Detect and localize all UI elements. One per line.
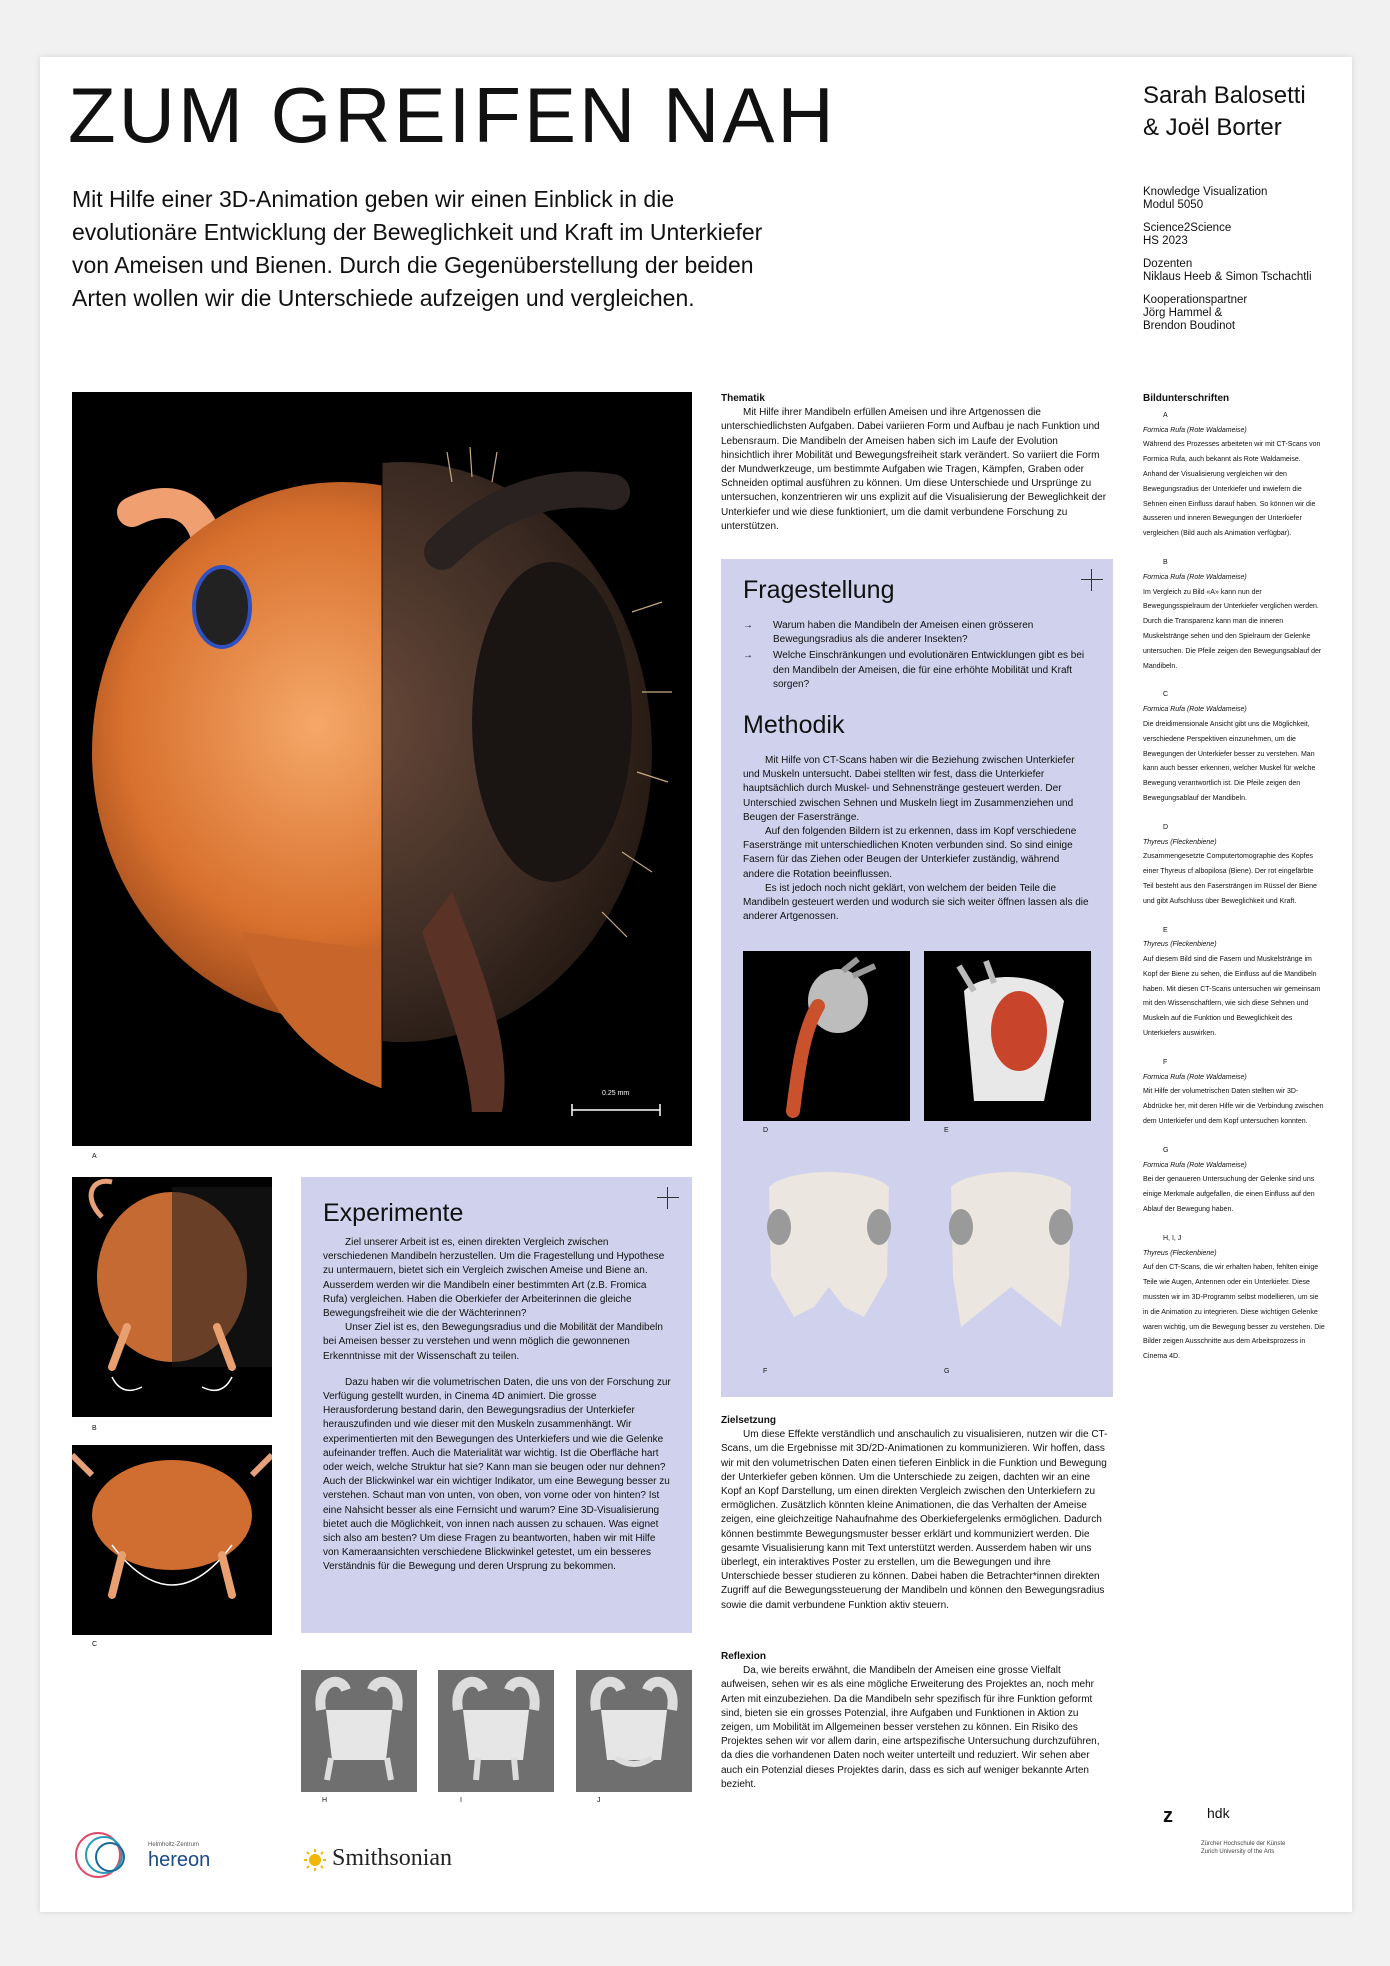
- figure-f-label: F: [763, 1368, 768, 1375]
- smithsonian-wordmark: Smithsonian: [332, 1845, 453, 1871]
- zhdk-mark: z: [1163, 1805, 1173, 1827]
- figure-c-illustration: [72, 1445, 272, 1635]
- plus-icon: [1081, 569, 1103, 591]
- thematik-text: Mit Hilfe ihrer Mandibeln erfüllen Ameisen und ihre Artgenossen die unterschiedlichsten Aufgaben. Dabei variieren Form und Aufbau je nach Funktion und Lebensraum. Die Mandibeln der Ameisen haben sich im Laufe der Evolution hinsichtlich ihrer Mobilität und Bewegungsfreiheit stark verändert. So variiert die Form der Mundwerkzeuge, um bestimmte Aufgaben wie Tragen, Kämpfen, Graben oder Schneiden optimal ausführen zu können. Um diese Unterschiede und Ursprünge zu untersuchen, konzentrieren wir uns explizit auf die Visualisierung der Beweglichkeit der Unterkiefer und wie diese funktioniert, um die damit verbundene Forschung zu unterstützen.: [721, 407, 1107, 532]
- caption-species: Thyreus (Fleckenbiene): [1143, 1249, 1217, 1257]
- figure-i-3d-model: [438, 1670, 554, 1792]
- experimente-p2: Unser Ziel ist es, den Bewegungsradius und die Mobilität der Mandibeln bei Ameisen besser zu verstehen und wenn möglich die gewonnenen Erkenntnisse mit der Wissenschaft zu teilen.: [323, 1322, 663, 1362]
- zhdk-fullname: [1201, 1840, 1285, 1856]
- author-1: Sarah Balosetti: [1143, 82, 1306, 109]
- figure-h-illustration: [301, 1670, 417, 1792]
- partners-info: [1143, 294, 1312, 333]
- plus-icon: [657, 1187, 679, 1209]
- figure-j-3d-model: [576, 1670, 692, 1792]
- scale-bar-label: 0.25 mm: [602, 1090, 630, 1097]
- caption-species: Formica Rufa (Rote Waldameise): [1143, 426, 1247, 434]
- caption-species: Formica Rufa (Rote Waldameise): [1143, 573, 1247, 581]
- figure-i-label: I: [460, 1797, 462, 1804]
- methodik-heading: Methodik: [743, 711, 845, 739]
- course-name: Knowledge Visualization: [1143, 186, 1268, 198]
- methodik-p3: Es ist jedoch noch nicht geklärt, von welchem der beiden Teile die Mandibeln gesteuert werden und wodurch sie sich weiter öffnen lassen als die anderer Artgenossen.: [743, 882, 1089, 923]
- figure-e-label: E: [944, 1127, 949, 1134]
- caption-letter: C: [1163, 691, 1169, 699]
- course-info: [1143, 186, 1312, 212]
- figure-d-label: D: [763, 1127, 769, 1134]
- caption-species: Formica Rufa (Rote Waldameise): [1143, 706, 1247, 714]
- caption-item: [1143, 688, 1325, 806]
- hereon-logo: [72, 1825, 222, 1885]
- caption-item: [1143, 821, 1325, 910]
- figure-j-label: J: [597, 1797, 601, 1804]
- experimente-panel: [301, 1177, 692, 1633]
- zhdk-wordmark: hdk: [1207, 1805, 1230, 1821]
- course-module: Modul 5050: [1143, 199, 1204, 211]
- caption-item: [1143, 1144, 1325, 1218]
- question-item: [743, 619, 1093, 647]
- thematik-section: [721, 392, 1109, 534]
- figure-f-3d-print: [759, 1167, 899, 1335]
- figure-d-ct-scan: [743, 951, 910, 1121]
- methodik-p1: Mit Hilfe von CT-Scans haben wir die Beziehung zwischen Unterkiefer und Muskeln untersucht. Dabei stellten wir fest, dass die Unterkiefer hauptsächlich durch Muskel- und Sehnenstränge gesteuert werden. Der Unterschied zwischen Sehnen und Muskeln liegt im Zusammenziehen und Beugen der Faserstränge.: [743, 755, 1075, 823]
- figure-b-label: B: [92, 1425, 97, 1432]
- reflexion-section: [721, 1650, 1111, 1792]
- caption-species: Thyreus (Fleckenbiene): [1143, 838, 1217, 846]
- question-list: [743, 619, 1093, 694]
- figure-a-label: A: [92, 1153, 97, 1160]
- figure-c-label: C: [92, 1641, 98, 1648]
- meta-block: [1143, 186, 1312, 343]
- experimente-p1: Ziel unserer Arbeit ist es, einen direkten Vergleich zwischen verschiedenen Mandibeln herzustellen. Um die Fragestellung und Hypothese zu untermauern, bietet sich ein Vergleich zwischen Ameise und Biene an. Ausserdem werden wir die Mandibeln einer bestimmten Art (z.B. Fromica Rufa) vergleichen. Haben die Oberkiefer der Arbeiterinnen die gleiche Bewegungsfreiheit wie die der Wächterinnen?: [323, 1237, 665, 1320]
- bildunterschriften-section: [1143, 392, 1325, 1379]
- poster-title: ZUM GREIFEN NAH: [68, 71, 837, 159]
- zhdk-line-1: Zürcher Hochschule der Künste: [1201, 1841, 1286, 1847]
- caption-item: [1143, 1232, 1325, 1365]
- caption-letter: H, I, J: [1163, 1234, 1182, 1242]
- figure-i-illustration: [438, 1670, 554, 1792]
- reflexion-text: Da, wie bereits erwähnt, die Mandibeln der Ameisen eine grosse Vielfalt aufweisen, sehen wir es als eine mögliche Erweiterung des Projektes an, noch mehr Arten mit einzubeziehen. Da die Mandibeln sehr spezifisch für ihre Funktion geformt sind, bieten sie ein grosses Potenzial, ihre Aufgaben und Funktionen in Aktion zu zeigen, um Mobilität im Allgemeinen besser verstehen zu können. Ein Risiko des Projektes sehen wir vor allem darin, eine artspezifische Untersuchung durchzuführen, da dies die vorhandenen Daten noch weiter unterteilt und reduziert. Wir sehen aber auch ein Potenzial dieses Projektes darin, dass es sich auf weniger bekannte Arten bezieht.: [721, 1665, 1100, 1790]
- fragestellung-heading: Fragestellung: [743, 576, 895, 604]
- thematik-heading: Thematik: [721, 393, 765, 404]
- bildunterschriften-heading: Bildunterschriften: [1143, 393, 1230, 404]
- zielsetzung-section: [721, 1414, 1111, 1613]
- figure-b-illustration: [72, 1177, 272, 1417]
- hereon-logo-mark: [72, 1825, 142, 1885]
- figure-d-illustration: [743, 951, 910, 1121]
- question-text: Welche Einschränkungen und evolutionären Entwicklungen gibt es bei den Mandibeln der Ameisen, die für eine erhöhte Mobilität und Kraft sorgen?: [773, 650, 1085, 690]
- caption-letter: F: [1163, 1058, 1168, 1066]
- figure-h-label: H: [322, 1797, 328, 1804]
- smithsonian-logo: [304, 1845, 494, 1875]
- question-text: Warum haben die Mandibeln der Ameisen einen grösseren Bewegungsradius als die anderer Insekten?: [773, 620, 1034, 646]
- caption-letter: B: [1163, 558, 1168, 566]
- arrow-right-icon: →: [743, 650, 753, 662]
- hereon-wordmark: hereon: [148, 1849, 211, 1871]
- hereon-subtitle: Helmholtz-Zentrum: [148, 1842, 200, 1848]
- caption-species: Formica Rufa (Rote Waldameise): [1143, 1073, 1247, 1081]
- figure-a-illustration: [72, 392, 692, 1146]
- caption-letter: D: [1163, 823, 1169, 831]
- caption-text: Im Vergleich zu Bild «A» kann nun der Bewegungsspielraum der Unterkiefer verglichen werden. Durch die Transparenz kann man die inneren Muskelstränge sehen und den Spielraum der Gelenke untersuchen. Die Pfeile zeigen den Bewegungsablauf der Mandibeln.: [1143, 588, 1322, 670]
- zielsetzung-text: Um diese Effekte verständlich und anschaulich zu visualisieren, nutzen wir die CT-Scans, um die Ergebnisse mit 3D/2D-Animationen zu kommunizieren. Wir hoffen, dass wir mit den volumetrischen Daten einen tieferen Einblick in die Funktion und Bewegung der Unterkiefer geben können. Um die Unterschiede zu zeigen, dachten wir an eine Kopf an Kopf Darstellung, um einen direkten Vergleich zwischen den Unterkiefern zu ermöglichen. Zusätzlich könnten kleine Animationen, die das Verhalten der Ameise zeigen, eine gleichzeitige Nahaufnahme des Oberkiefergelenks ermöglichen. Dadurch können bestimmte Bewegungsmuster besser erklärt und kommuniziert werden. Die gesamte Visualisierung kann mit Text unterstützt werden. Ausserdem haben wir uns überlegt, ein interaktives Poster zu erstellen, um die Bewegungen und ihre Unterschiede besser studieren zu können. Dabei haben die Betrachter*innen direkten Zugriff auf die Bewegungssteuerung der Mandibeln und können den Bewegungsradius sowie die damit verbundene Funktion aktiv steuern.: [721, 1429, 1108, 1611]
- caption-letter: G: [1163, 1146, 1169, 1154]
- reflexion-heading: Reflexion: [721, 1651, 767, 1662]
- zhdk-logo: [1163, 1805, 1333, 1865]
- experimente-p3: Dazu haben wir die volumetrischen Daten, die uns von der Forschung zur Verfügung gestellt wurden, in Cinema 4D animiert. Die grosse Herausforderung bestand darin, den Bewegungsradius der Unterkiefer herauszufinden und wie dieser mit den Muskeln zusammenhängt. Wir experimentierten mit den Bewegungen des Unterkiefers und wie die Gelenke aufeinander treffen. Auch die Materialität war wichtig. Ist die Oberfläche hart oder weich, welche Struktur hat sie? Kann man sie beugen oder nur dehnen? Auch der Blickwinkel war ein wichtiger Indikator, um eine Bewegung besser zu verstehen. Schaut man von unten, von oben, von vorne oder von hinten? Ist eine Nahsicht besser als eine Fernsicht und warum? Eine 3D-Visualisierung bietet auch die Möglichkeit, von innen nach aussen zu schauen. Was eignet sich also am besten? Um diese Fragen zu beantworten, haben wir mit Hilfe von Kameraansichten verschiedene Blickwinkel getestet, um ein besseres Verständnis für die Bewegung und deren Ursprung zu bekommen.: [323, 1376, 671, 1573]
- question-item: [743, 649, 1093, 692]
- partner-2: Brendon Boudinot: [1143, 320, 1236, 332]
- lead-text: Mit Hilfe einer 3D-Animation geben wir einen Einblick in die evolutionäre Entwicklung der Beweglichkeit und Kraft im Unterkiefer von Ameisen und Bienen. Durch die Gegenüberstellung der beiden Arten wollen wir die Unterschiede aufzeigen und vergleichen.: [72, 186, 763, 311]
- figure-c-front-view: [72, 1445, 272, 1635]
- zhdk-line-2: Zurich University of the Arts: [1201, 1849, 1275, 1855]
- figure-j-illustration: [576, 1670, 692, 1792]
- figure-e-illustration: [924, 951, 1091, 1121]
- caption-text: Bei der genaueren Untersuchung der Gelenke sind uns einige Merkmale aufgefallen, die einen Einfluss auf den Ablauf der Bewegung haben.: [1143, 1176, 1315, 1214]
- caption-text: Auf diesem Bild sind die Fasern und Muskelstränge im Kopf der Biene zu sehen, die Einfluss auf die Mandibeln haben. Mit diesen CT-Scans untersuchen wir gemeinsam mit den Wissenschaftlern, wie sich diese Sehnen und Muskeln auf die Funktion und Beweglichkeit des Unterkiefers auswirken.: [1143, 956, 1321, 1038]
- figure-e-ct-scan: [924, 951, 1091, 1121]
- caption-text: Während des Prozesses arbeiteten wir mit CT-Scans von Formica Rufa, auch bekannt als Rote Waldameise. Anhand der Visualisierung vergleichen wir den Bewegungsradius der Unterkiefer und inwiefern die Sehnen einen Einfluss darauf haben. So können wir die äusseren und inneren Bewegungen der Unterkiefer vergleichen (Bild auch als Animation verfügbar).: [1143, 441, 1321, 538]
- caption-letter: E: [1163, 926, 1168, 934]
- figure-g-label: G: [944, 1368, 950, 1375]
- caption-text: Mit Hilfe der volumetrischen Daten stellten wir 3D-Abdrücke her, mit deren Hilfe wir die Verbindung zwischen dem Unterkiefer und dem Kopf untersuchen konnten.: [1143, 1088, 1324, 1126]
- partner-1: Jörg Hammel &: [1143, 307, 1223, 319]
- figure-g-3d-print: [941, 1167, 1081, 1335]
- caption-species: Formica Rufa (Rote Waldameise): [1143, 1161, 1247, 1169]
- author-2: & Joël Borter: [1143, 114, 1282, 141]
- caption-item: [1143, 1056, 1325, 1130]
- caption-item: [1143, 556, 1325, 674]
- figure-b-transparent-head: [72, 1177, 272, 1417]
- figure-h-3d-model: [301, 1670, 417, 1792]
- project-info: [1143, 222, 1312, 248]
- methodik-body: [743, 754, 1093, 924]
- lecturers-info: [1143, 258, 1312, 284]
- experimente-body: [323, 1236, 673, 1575]
- authors: [1143, 80, 1306, 144]
- methodik-p2: Auf den folgenden Bildern ist zu erkennen, dass im Kopf verschiedene Faserstränge mit unterschiedlichen Knoten verbunden sind. So sind einige Fasern für das Ziehen oder Beugen der Unterkiefer zuständig, während andere die Rotation beeinflussen.: [743, 826, 1077, 880]
- caption-text: Auf den CT-Scans, die wir erhalten haben, fehlten einige Teile wie Augen, Antennen oder ein Unterkiefer. Diese mussten wir im 3D-Programm selbst modellieren, um sie in die Animation zu integrieren. Diese wichtigen Gelenke waren wichtig, um die Bewegung besser zu verstehen. Die Bilder zeigen Ausschnitte aus dem Arbeitsprozess in Cinema 4D.: [1143, 1264, 1325, 1361]
- caption-letter: A: [1163, 411, 1168, 419]
- lecturers: Niklaus Heeb & Simon Tschachtli: [1143, 271, 1312, 283]
- caption-text: Die dreidimensionale Ansicht gibt uns die Möglichkeit, verschiedene Perspektiven einzunehmen, um die Bewegungen der Unterkiefer besser zu verstehen. Man kann auch besser erkennen, welcher Muskel für welche Bewegung verantwortlich ist. Die Pfeile zeigen den Bewegungsablauf der Mandibeln.: [1143, 720, 1316, 802]
- project-name: Science2Science: [1143, 222, 1232, 234]
- figure-a-ant-bee-head: [72, 392, 692, 1146]
- caption-item: [1143, 924, 1325, 1042]
- arrow-right-icon: →: [743, 620, 753, 631]
- fragestellung-methodik-panel: [721, 559, 1113, 1397]
- partners-label: Kooperationspartner: [1143, 294, 1248, 306]
- lecturers-label: Dozenten: [1143, 258, 1193, 270]
- caption-species: Thyreus (Fleckenbiene): [1143, 941, 1217, 949]
- project-term: HS 2023: [1143, 235, 1188, 247]
- experimente-heading: Experimente: [323, 1199, 464, 1227]
- caption-text: Zusammengesetzte Computertomographie des Kopfes einer Thyreus cf albopilosa (Biene). Der rot eingefärbte Teil besteht aus den Fasersträngen im Rüssel der Biene und gibt Aufschluss über Beweglichkeit und Kraft.: [1143, 853, 1317, 905]
- sun-icon: [304, 1849, 326, 1871]
- zielsetzung-heading: Zielsetzung: [721, 1415, 777, 1426]
- caption-item: [1143, 409, 1325, 542]
